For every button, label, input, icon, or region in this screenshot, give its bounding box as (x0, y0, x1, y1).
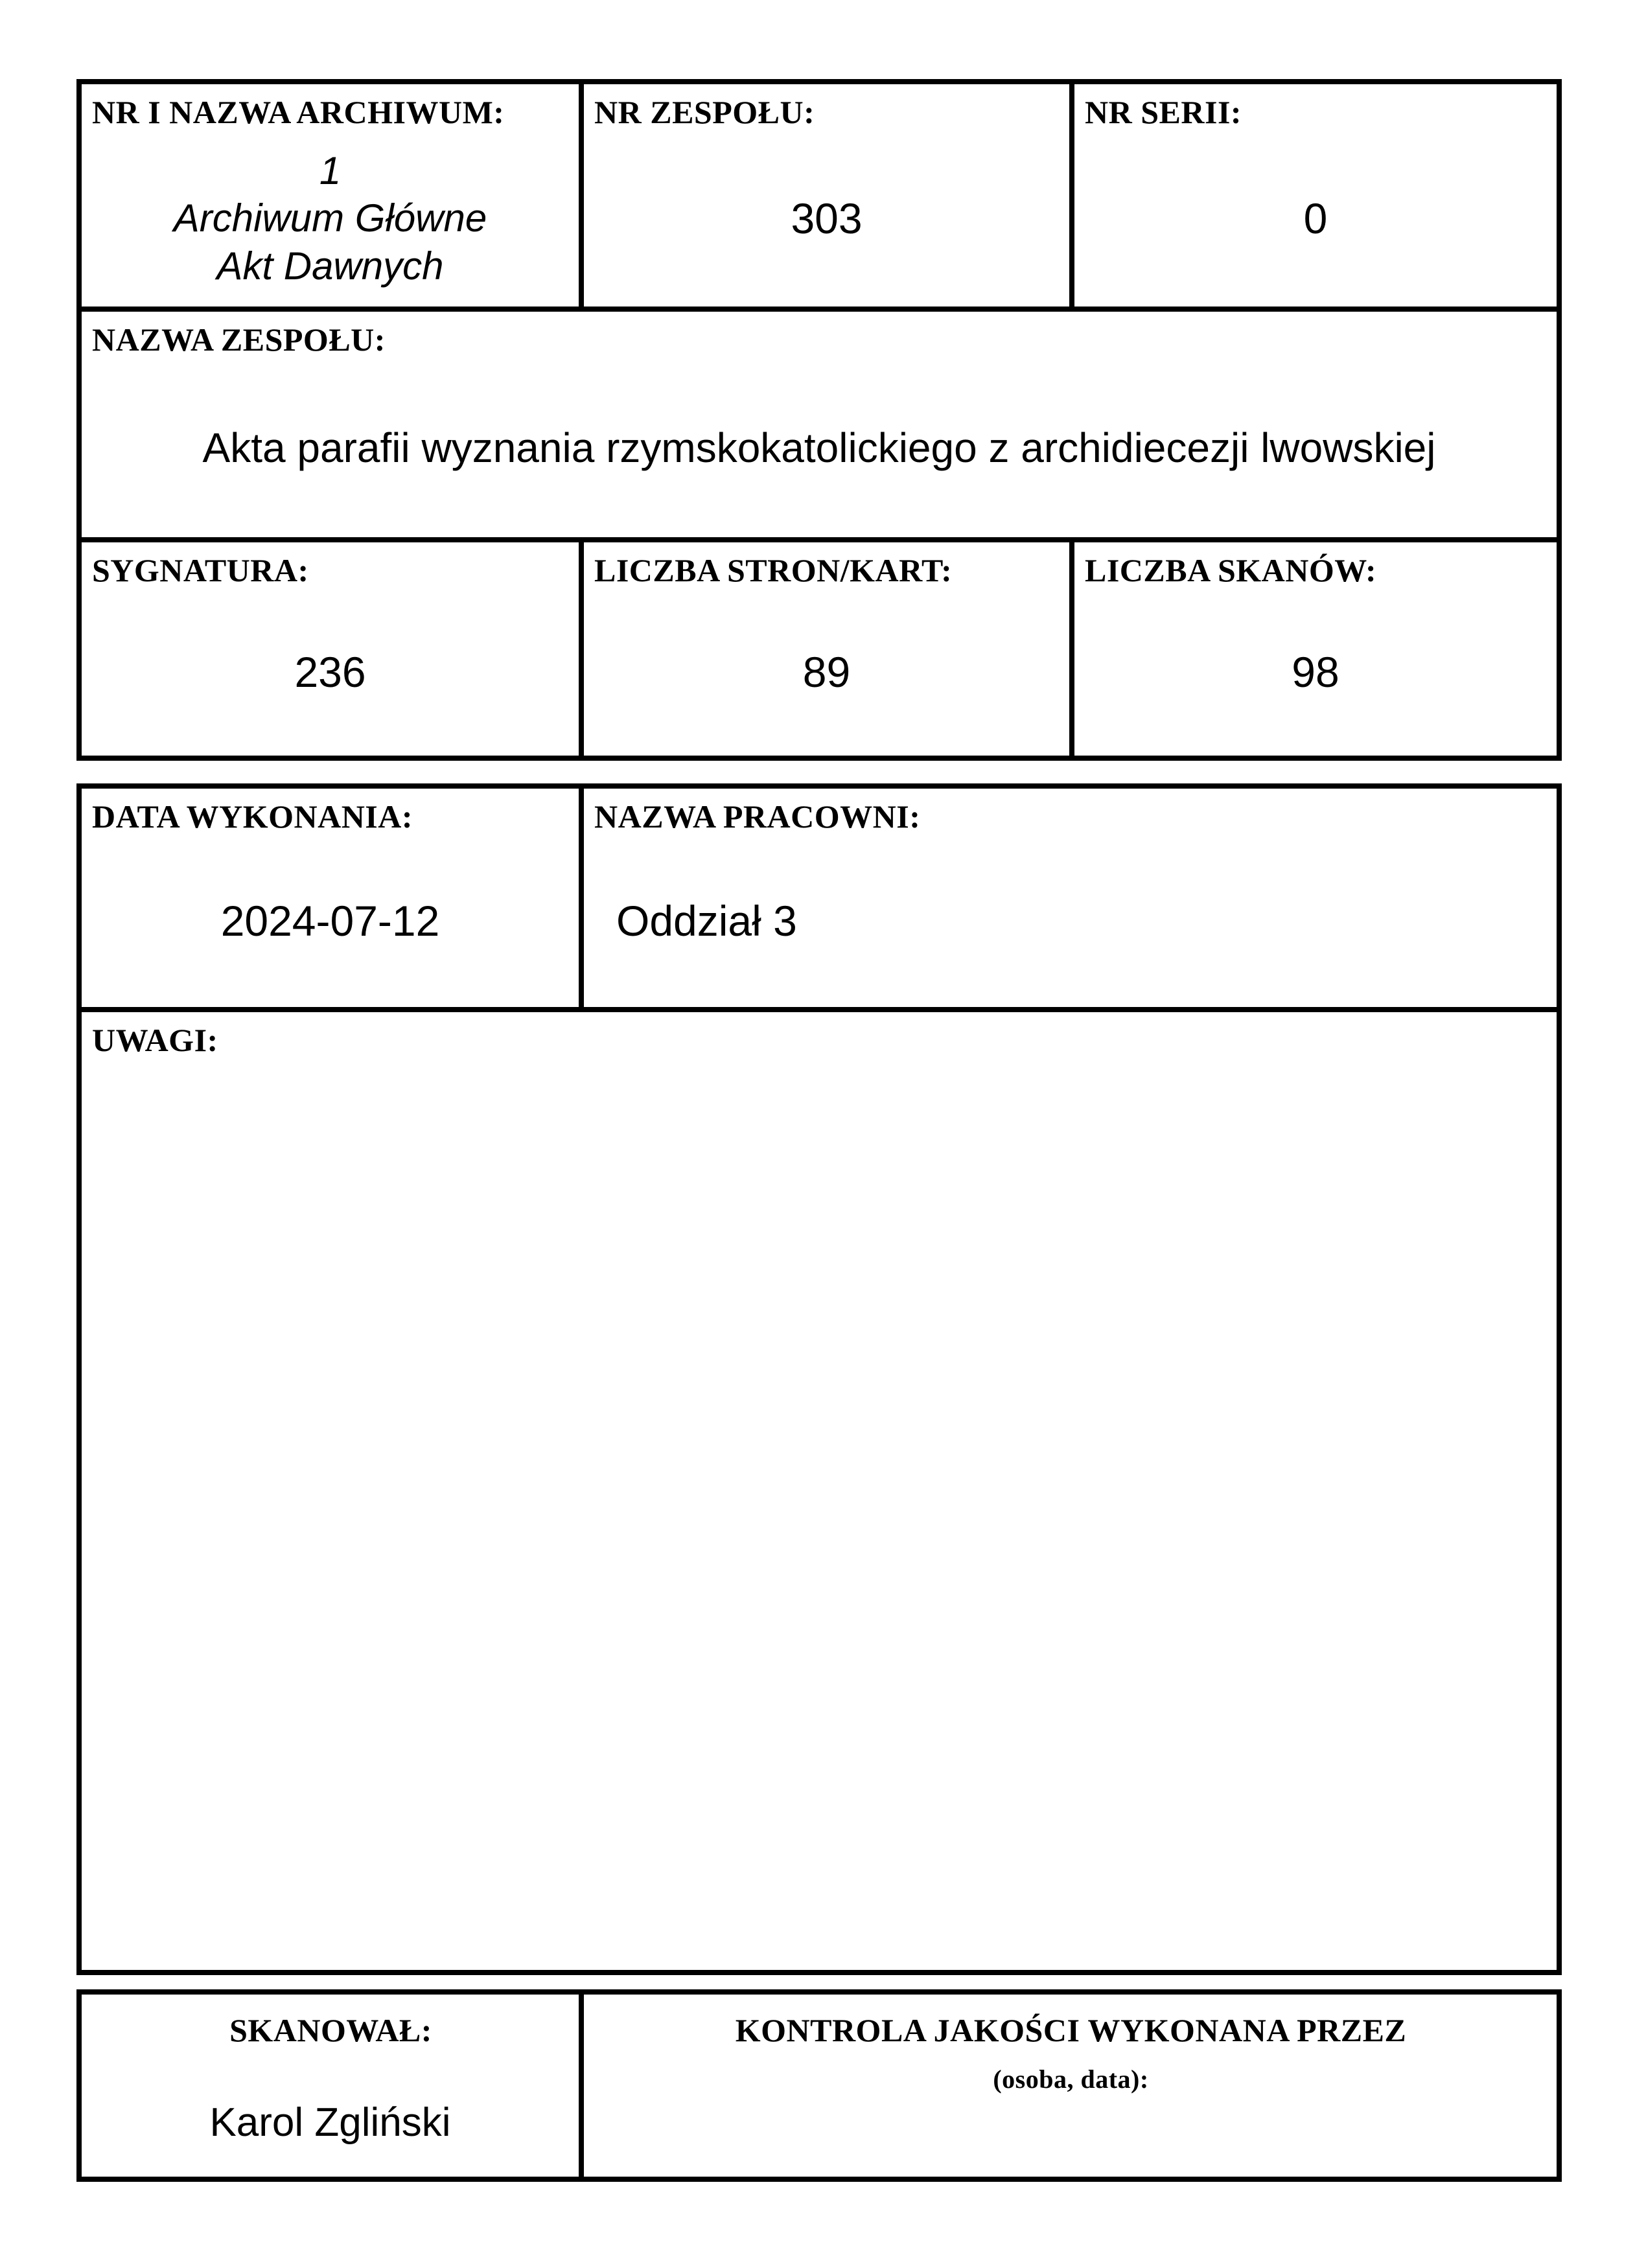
remarks-value (82, 1058, 1557, 1970)
scanned-by-label: SKANOWAŁ: (229, 2012, 432, 2048)
archive-value-stack (174, 147, 487, 290)
remarks-label: UWAGI: (92, 1022, 218, 1058)
row-date-workroom (76, 783, 1562, 1012)
series-number-label: NR SERII: (1085, 94, 1242, 130)
archive-value (82, 130, 579, 307)
row-archive-fonds-series (76, 79, 1562, 312)
signature-label: SYGNATURA: (92, 552, 309, 588)
signature-value: 236 (294, 648, 366, 696)
cell-series-number (1069, 84, 1557, 307)
quality-control-label-line1: KONTROLA JAKOŚCI WYKONANA PRZEZ (735, 2012, 1407, 2048)
pages-count-label: LICZBA STRON/KART: (594, 552, 953, 588)
cell-archive (82, 84, 579, 307)
cell-pages-count (579, 542, 1069, 756)
scans-count-value: 98 (1292, 648, 1339, 696)
cell-remarks (82, 1012, 1557, 1970)
pages-count-value: 89 (802, 648, 851, 696)
cell-scanned-by (82, 1995, 579, 2177)
cell-workroom-name (579, 789, 1557, 1007)
cell-fonds-name (82, 312, 1557, 537)
execution-date-label: DATA WYKONANIA: (92, 798, 413, 835)
quality-control-label-line2: (osoba, data): (993, 2065, 1149, 2094)
row-remarks (76, 1007, 1562, 1975)
fonds-number-value: 303 (791, 194, 863, 242)
row-signature-pages-scans (76, 537, 1562, 761)
row-scanned-by-quality-control (76, 1989, 1562, 2182)
fonds-number-label: NR ZESPOŁU: (594, 94, 815, 130)
scan-metadata-form (76, 79, 1562, 2182)
workroom-name-label: NAZWA PRACOWNI: (594, 798, 921, 835)
archive-name-line1: Archiwum Główne (173, 196, 487, 240)
cell-execution-date (82, 789, 579, 1007)
execution-date-value: 2024-07-12 (220, 897, 440, 945)
scans-count-label: LICZBA SKANÓW: (1085, 552, 1377, 588)
cell-scans-count (1069, 542, 1557, 756)
archive-label: NR I NAZWA ARCHIWUM: (92, 94, 505, 130)
row-fonds-name (76, 307, 1562, 542)
cell-quality-control (579, 1995, 1557, 2177)
workroom-name-value: Oddział 3 (616, 897, 797, 945)
fonds-name-label: NAZWA ZESPOŁU: (92, 321, 386, 358)
fonds-name-value: Akta parafii wyznania rzymskokatolickiego z archidiecezji lwowskiej (202, 424, 1436, 471)
archive-number: 1 (319, 149, 342, 193)
cell-signature (82, 542, 579, 756)
cell-fonds-number (579, 84, 1069, 307)
quality-control-value (584, 2094, 1557, 2177)
series-number-value: 0 (1303, 194, 1328, 242)
archive-name-line2: Akt Dawnych (216, 244, 444, 288)
scanned-by-value: Karol Zgliński (209, 2100, 451, 2145)
